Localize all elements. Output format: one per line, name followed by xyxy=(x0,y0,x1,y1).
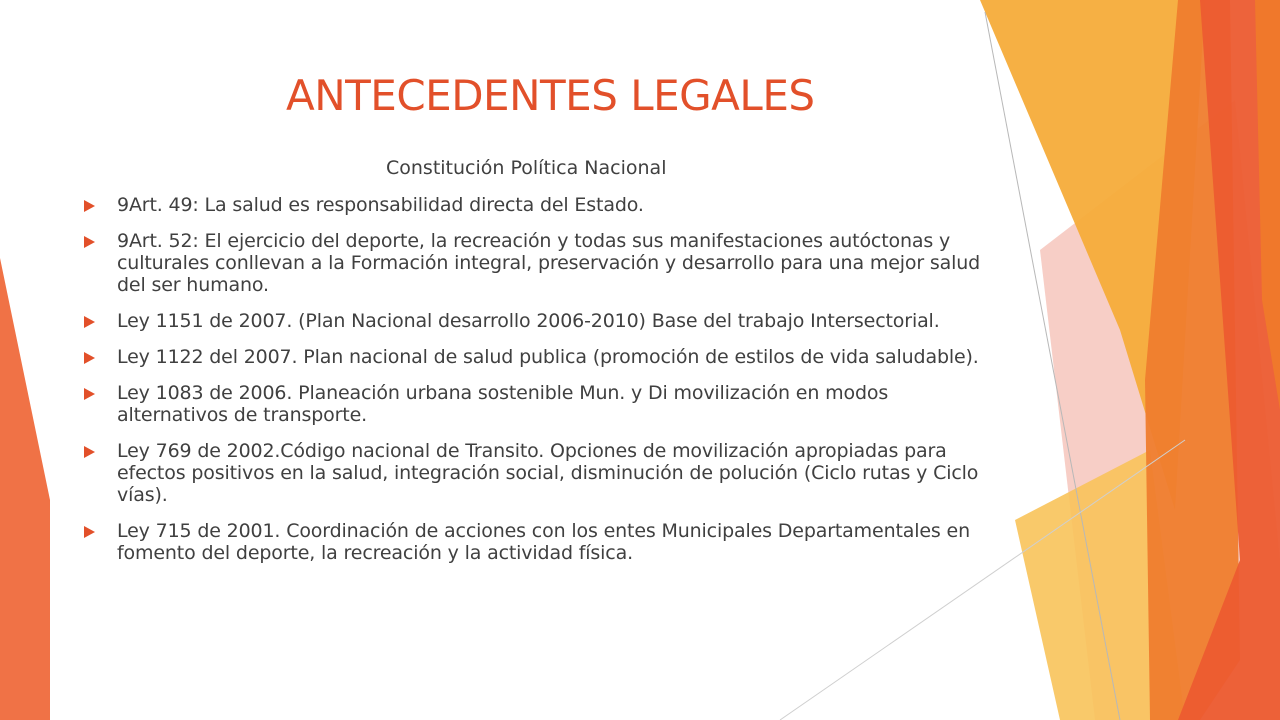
bullet-item-5 xyxy=(84,382,984,426)
bullet-text: Ley 1122 del 2007. Plan nacional de salud publica (promoción de estilos de vida saludable). xyxy=(117,346,979,368)
bullet-item-6 xyxy=(84,440,984,506)
left-orange-wedge xyxy=(0,258,50,720)
bullet-arrow-icon xyxy=(84,526,95,538)
bullet-item-4 xyxy=(84,346,984,368)
bullet-arrow-icon xyxy=(84,200,95,212)
slide-title: ANTECEDENTES LEGALES xyxy=(286,71,815,120)
bullet-item-7 xyxy=(84,520,984,564)
bullet-item-2 xyxy=(84,230,984,296)
bullet-text: Ley 1083 de 2006. Planeación urbana sostenible Mun. y Di movilización en modos alternativos de transporte. xyxy=(117,382,889,426)
bullet-list xyxy=(84,194,984,578)
bullet-text: 9Art. 52: El ejercicio del deporte, la recreación y todas sus manifestaciones autóctonas y culturales conllevan a la Formación integral, preservación y desarrollo para una mejor salud del ser humano. xyxy=(117,230,981,296)
bullet-item-3 xyxy=(84,310,984,332)
bullet-text: Ley 1151 de 2007. (Plan Nacional desarrollo 2006-2010) Base del trabajo Intersectorial. xyxy=(117,310,940,332)
bullet-item-1 xyxy=(84,194,984,216)
bullet-text: Ley 715 de 2001. Coordinación de acciones con los entes Municipales Departamentales en fomento del deporte, la recreación y la actividad física. xyxy=(117,520,970,564)
bullet-text: 9Art. 49: La salud es responsabilidad directa del Estado. xyxy=(117,194,644,216)
bullet-arrow-icon xyxy=(84,388,95,400)
bullet-arrow-icon xyxy=(84,446,95,458)
bullet-arrow-icon xyxy=(84,352,95,364)
bullet-arrow-icon xyxy=(84,316,95,328)
bullet-text: Ley 769 de 2002.Código nacional de Transito. Opciones de movilización apropiadas para efectos positivos en la salud, integración social, disminución de polución (Ciclo rutas y Ciclo vías). xyxy=(117,440,979,506)
slide-subtitle: Constitución Política Nacional xyxy=(386,157,667,179)
bullet-arrow-icon xyxy=(84,236,95,248)
